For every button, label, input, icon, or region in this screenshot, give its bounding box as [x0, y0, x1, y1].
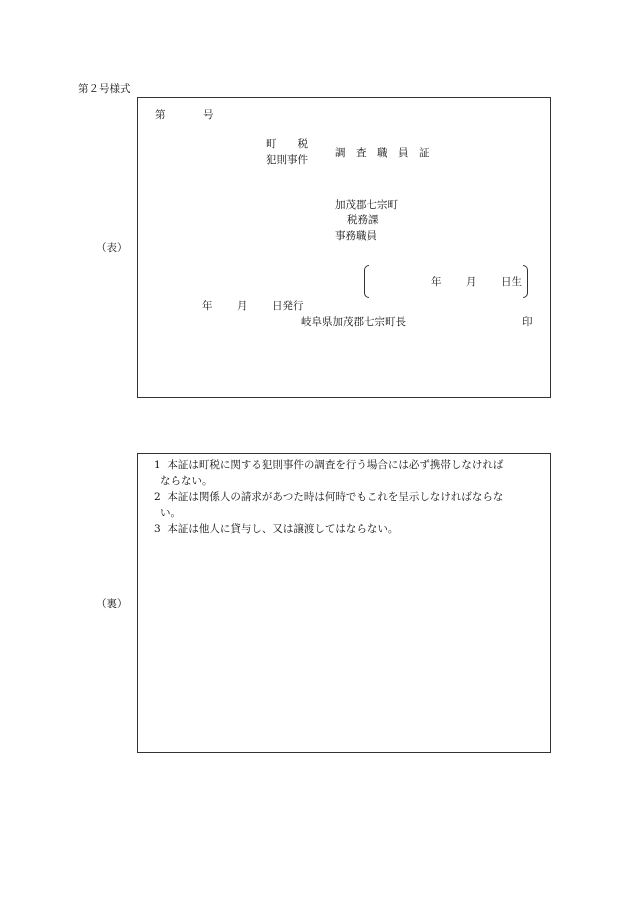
note-number: 3 [154, 523, 161, 535]
seal-mark: 印 [522, 316, 533, 328]
note-text: 本証は他人に貸与し、又は譲渡してはならない。 [167, 523, 399, 535]
birth-bracket-left [364, 265, 369, 298]
front-side-label: （表） [96, 242, 128, 254]
note-text: 本証は町税に関する犯則事件の調査を行う場合には必ず携帯しなければ [167, 459, 504, 471]
affiliation-role: 事務職員 [335, 230, 377, 242]
issue-year: 年 [202, 300, 213, 312]
birth-month: 月 [466, 276, 477, 288]
note-number: 1 [154, 459, 161, 471]
certificate-number-dai: 第 [155, 109, 166, 121]
affiliation-dept: 税務課 [347, 214, 379, 226]
certificate-title: 調 査 職 員 証 [335, 147, 430, 159]
back-side-label: （裏） [96, 598, 128, 610]
birth-bracket-right [523, 265, 528, 298]
birth-day: 日生 [501, 276, 522, 288]
title-prefix-town-tax: 町 税 [266, 138, 308, 150]
note-text-continued: い。 [160, 507, 181, 519]
birth-year: 年 [431, 276, 442, 288]
form-label: 第２号様式 [78, 83, 131, 95]
note-text: 本証は関係人の請求があつた時は何時でもこれを呈示しなければならな [167, 491, 504, 503]
issue-day: 日発行 [272, 300, 304, 312]
issue-month: 月 [237, 300, 248, 312]
back-card [137, 453, 551, 753]
front-card [137, 97, 551, 398]
certificate-number-go: 号 [203, 109, 214, 121]
affiliation-town: 加茂郡七宗町 [335, 199, 398, 211]
note-number: 2 [154, 491, 161, 503]
title-prefix-offense: 犯則事件 [266, 154, 308, 166]
note-2 [154, 489, 503, 521]
note-text-continued: ならない。 [160, 475, 213, 487]
note-3 [154, 521, 398, 537]
note-1 [154, 457, 503, 489]
issuer-name: 岐阜県加茂郡七宗町長 [301, 316, 406, 328]
